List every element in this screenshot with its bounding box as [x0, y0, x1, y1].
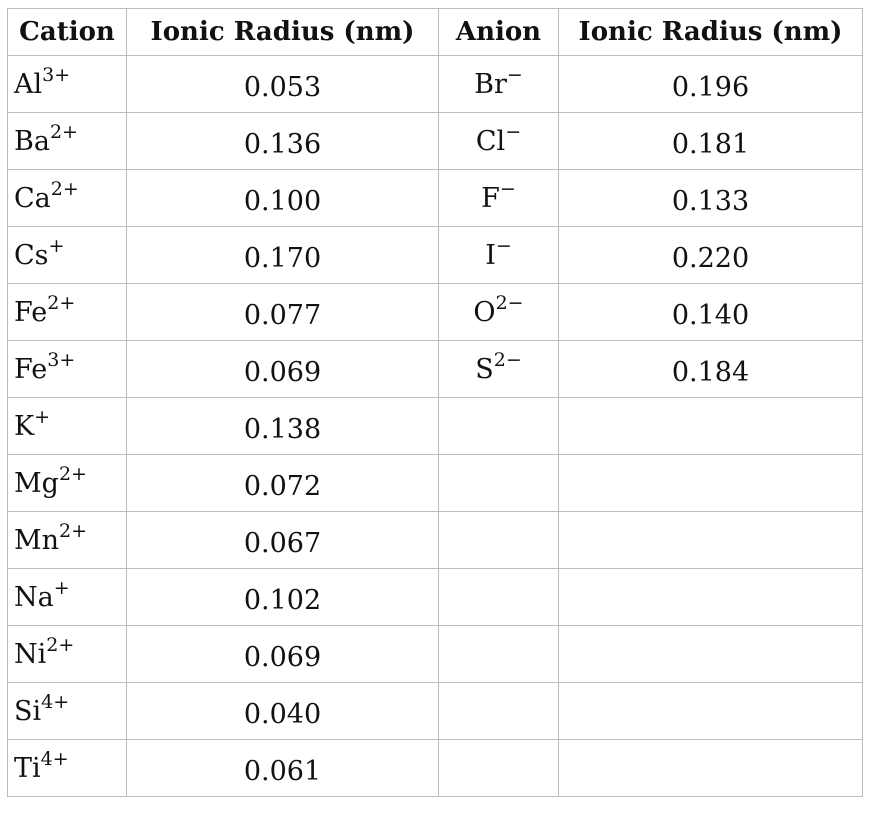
cation-radius-value: 0.077	[243, 299, 322, 331]
cation-symbol: Ba	[14, 125, 50, 157]
cation-cell	[8, 683, 127, 740]
cation-symbol: Mg	[14, 467, 59, 499]
cation-radius-value: 0.069	[243, 356, 322, 388]
table-row	[8, 56, 863, 113]
anion-cell	[439, 569, 559, 626]
cation-symbol: Ni	[14, 638, 47, 670]
anion-cell	[439, 113, 559, 170]
header-cation-radius: Ionic Radius (nm)	[127, 9, 439, 56]
header-anion-radius: Ionic Radius (nm)	[559, 9, 863, 56]
cation-charge: 2+	[59, 519, 88, 542]
anion-radius-value: 0.140	[671, 299, 750, 331]
cation-radius-cell	[127, 512, 439, 569]
cation-charge: 3+	[47, 348, 76, 371]
cation-symbol: Fe	[14, 296, 48, 328]
anion-radius-cell	[559, 512, 863, 569]
table-row	[8, 398, 863, 455]
cation-charge: +	[48, 234, 65, 257]
anion-radius-cell	[559, 398, 863, 455]
anion-symbol: S	[475, 353, 494, 385]
anion-cell	[439, 227, 559, 284]
anion-symbol: F	[481, 182, 500, 214]
ionic-radius-table	[7, 8, 863, 797]
cation-radius-value: 0.136	[243, 128, 322, 160]
anion-radius-cell	[559, 626, 863, 683]
cation-charge: 2+	[46, 633, 75, 656]
anion-symbol: Cl	[475, 125, 506, 157]
cation-charge: +	[34, 405, 51, 428]
anion-charge: 2−	[493, 348, 522, 371]
cation-symbol: K	[14, 410, 35, 442]
anion-cell	[439, 398, 559, 455]
cation-cell	[8, 170, 127, 227]
cation-cell	[8, 341, 127, 398]
table-row	[8, 512, 863, 569]
anion-radius-cell	[559, 113, 863, 170]
anion-radius-value: 0.220	[671, 242, 750, 274]
anion-charge: 2−	[495, 291, 524, 314]
cation-cell	[8, 512, 127, 569]
cation-cell	[8, 398, 127, 455]
cation-radius-cell	[127, 455, 439, 512]
cation-symbol: Al	[14, 68, 43, 100]
cation-radius-value: 0.072	[243, 470, 322, 502]
cation-cell	[8, 569, 127, 626]
cation-cell	[8, 227, 127, 284]
anion-charge: −	[499, 177, 516, 200]
cation-symbol: Fe	[14, 353, 48, 385]
cation-symbol: Na	[14, 581, 54, 613]
cation-radius-cell	[127, 56, 439, 113]
cation-radius-cell	[127, 284, 439, 341]
anion-cell	[439, 740, 559, 797]
table-row	[8, 284, 863, 341]
ionic-radius-table-container	[7, 8, 863, 797]
table-body	[8, 56, 863, 797]
anion-symbol: O	[473, 296, 496, 328]
anion-symbol: Br	[474, 68, 507, 100]
anion-radius-cell	[559, 227, 863, 284]
cation-cell	[8, 455, 127, 512]
cation-symbol: Si	[14, 695, 42, 727]
cation-cell	[8, 626, 127, 683]
cation-radius-value: 0.138	[243, 413, 322, 445]
cation-radius-cell	[127, 740, 439, 797]
cation-symbol: Cs	[14, 239, 49, 271]
anion-symbol: I	[485, 239, 496, 271]
anion-cell	[439, 56, 559, 113]
anion-cell	[439, 170, 559, 227]
table-row	[8, 740, 863, 797]
anion-radius-value: 0.184	[671, 356, 750, 388]
table-row	[8, 626, 863, 683]
cation-charge: 2+	[50, 177, 79, 200]
anion-radius-cell	[559, 740, 863, 797]
anion-cell	[439, 341, 559, 398]
cation-charge: +	[53, 576, 70, 599]
cation-radius-cell	[127, 398, 439, 455]
header-anion: Anion	[439, 9, 559, 56]
cation-radius-cell	[127, 341, 439, 398]
table-row	[8, 569, 863, 626]
cation-radius-value: 0.069	[243, 641, 322, 673]
cation-radius-value: 0.100	[243, 185, 322, 217]
anion-cell	[439, 683, 559, 740]
anion-cell	[439, 626, 559, 683]
anion-cell	[439, 512, 559, 569]
anion-radius-cell	[559, 455, 863, 512]
anion-radius-value: 0.196	[671, 71, 750, 103]
cation-radius-value: 0.053	[243, 71, 322, 103]
table-row	[8, 227, 863, 284]
anion-radius-cell	[559, 56, 863, 113]
anion-radius-value: 0.181	[671, 128, 750, 160]
cation-radius-cell	[127, 626, 439, 683]
cation-charge: 4+	[41, 690, 70, 713]
cation-cell	[8, 284, 127, 341]
cation-charge: 4+	[40, 747, 69, 770]
cation-radius-value: 0.102	[243, 584, 322, 616]
header-cation: Cation	[8, 9, 127, 56]
cation-radius-cell	[127, 683, 439, 740]
table-row	[8, 455, 863, 512]
cation-radius-value: 0.067	[243, 527, 322, 559]
cation-cell	[8, 740, 127, 797]
cation-charge: 3+	[42, 63, 71, 86]
anion-cell	[439, 455, 559, 512]
cation-cell	[8, 56, 127, 113]
cation-radius-value: 0.061	[243, 755, 322, 787]
cation-radius-value: 0.040	[243, 698, 322, 730]
table-row	[8, 341, 863, 398]
anion-radius-cell	[559, 683, 863, 740]
cation-charge: 2+	[47, 291, 76, 314]
cation-radius-value: 0.170	[243, 242, 322, 274]
cation-radius-cell	[127, 569, 439, 626]
cation-symbol: Ca	[14, 182, 51, 214]
cation-symbol: Mn	[14, 524, 60, 556]
table-row	[8, 113, 863, 170]
anion-charge: −	[495, 234, 512, 257]
anion-charge: −	[505, 120, 522, 143]
cation-radius-cell	[127, 170, 439, 227]
anion-radius-cell	[559, 341, 863, 398]
cation-charge: 2+	[58, 462, 87, 485]
anion-radius-cell	[559, 569, 863, 626]
anion-radius-cell	[559, 284, 863, 341]
table-row	[8, 683, 863, 740]
table-row	[8, 170, 863, 227]
anion-radius-cell	[559, 170, 863, 227]
anion-cell	[439, 284, 559, 341]
cation-radius-cell	[127, 227, 439, 284]
header-row	[8, 9, 863, 56]
cation-cell	[8, 113, 127, 170]
cation-symbol: Ti	[14, 752, 41, 784]
anion-charge: −	[506, 63, 523, 86]
cation-charge: 2+	[49, 120, 78, 143]
anion-radius-value: 0.133	[671, 185, 750, 217]
cation-radius-cell	[127, 113, 439, 170]
